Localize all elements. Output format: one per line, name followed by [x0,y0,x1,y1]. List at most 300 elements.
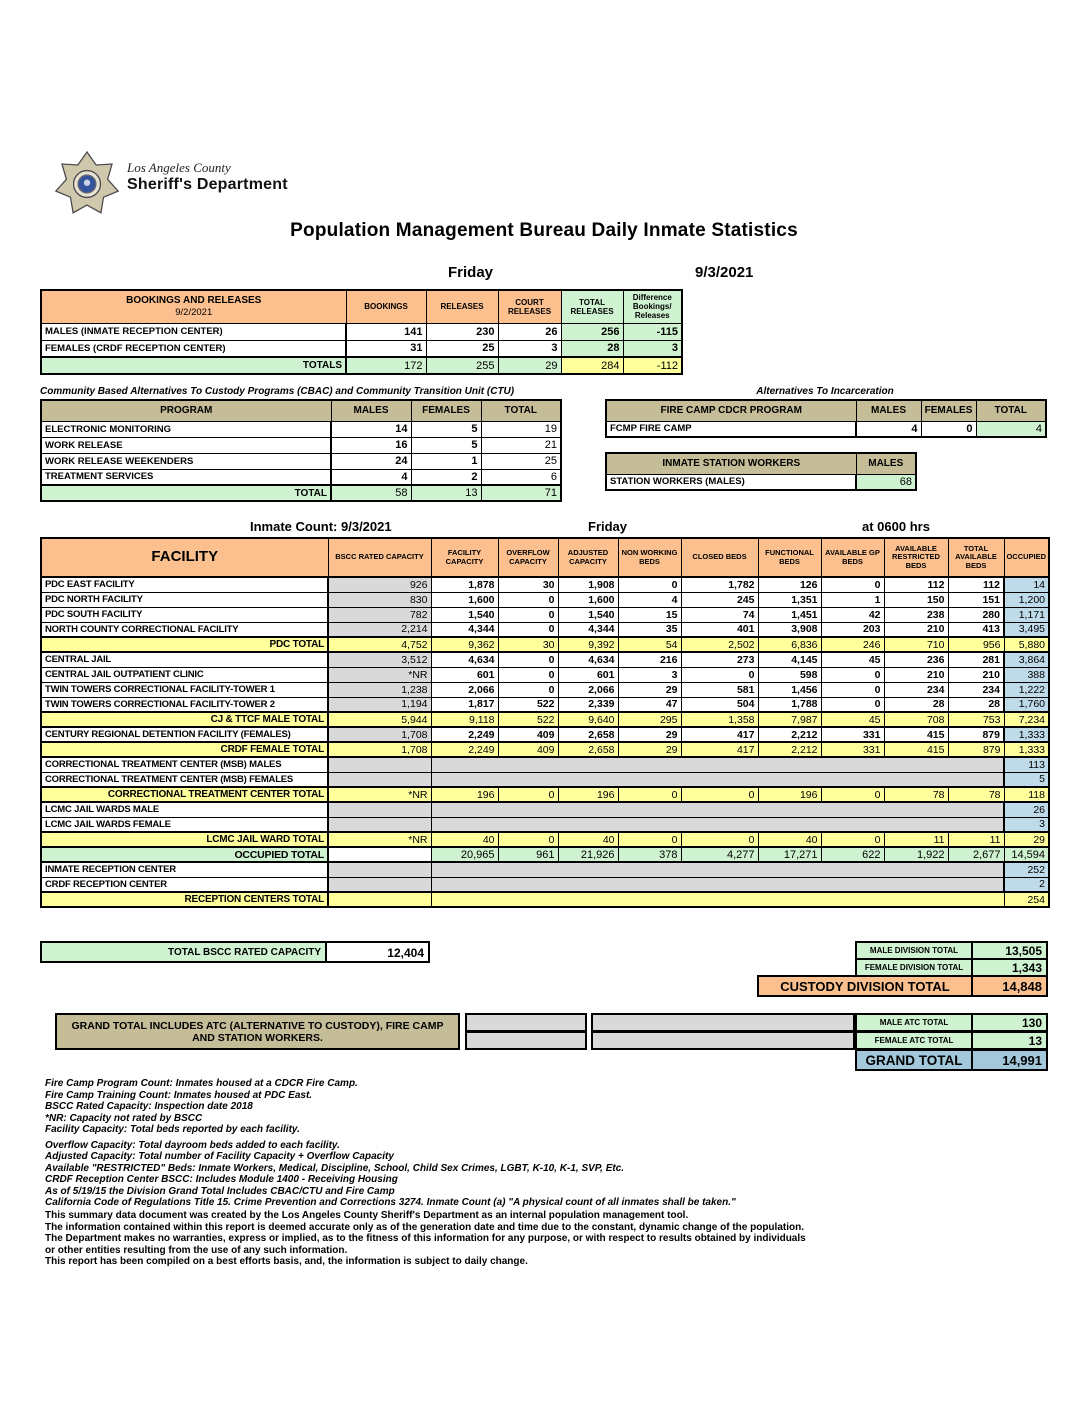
cell: 4,634 [558,652,618,667]
col-header: AVAILABLE GP BEDS [821,538,884,577]
footnote: Available "RESTRICTED" Beds: Inmate Workers, Medical, Discipline, School, Child Sex Crimes, LGBT, K-10, K-1, SVP, Etc. [45,1162,625,1174]
table-row [41,667,1049,682]
row-label: CORRECTIONAL TREATMENT CENTER (MSB) MALES [41,757,328,772]
bookings-date: 9/2/2021 [175,307,213,319]
col-header: INMATE STATION WORKERS [606,453,856,474]
female-atc-total-row [855,1031,1048,1050]
cell: 1,922 [884,847,948,862]
female-division-total-value: 1,343 [973,958,1048,977]
bookings-title: BOOKINGS AND RELEASES [126,295,262,307]
cell [328,877,431,892]
cell: 5 [411,437,481,453]
row-label: TOTAL BSCC RATED CAPACITY [40,941,327,963]
cell: 172 [346,357,426,374]
cell [431,772,1004,787]
table-row [606,421,1046,437]
occupied-cell: 113 [1004,757,1049,772]
cell: 150 [884,592,948,607]
cell: 210 [884,667,948,682]
col-header: BSCC RATED CAPACITY [328,538,431,577]
sheriff-star-icon [55,150,119,223]
footnote: Overflow Capacity: Total dayroom beds added to each facility. [45,1139,340,1151]
cell: 4,634 [431,652,498,667]
cell: 0 [498,607,558,622]
cell: 29 [618,682,681,697]
row-label: LCMC JAIL WARDS FEMALE [41,817,328,832]
table-row [41,340,682,357]
cell: 210 [948,667,1004,682]
cell: 281 [948,652,1004,667]
row-label: LCMC JAIL WARDS MALE [41,802,328,817]
col-header: PROGRAM [41,400,331,421]
cell: 1 [821,592,884,607]
male-atc-total-value: 130 [973,1013,1048,1032]
col-header: RELEASES [426,290,498,323]
cell: 21,926 [558,847,618,862]
cell: 11 [884,832,948,847]
col-header: NON WORKING BEDS [618,538,681,577]
male-division-total-value: 13,505 [973,941,1048,960]
occupied-cell: 14 [1004,577,1049,592]
cell: 2,677 [948,847,1004,862]
col-header: OCCUPIED [1004,538,1049,577]
cell: 3,512 [328,652,431,667]
cbac-table [40,399,562,502]
cell: 0 [618,832,681,847]
occupied-cell: 5 [1004,772,1049,787]
cell [328,802,431,817]
cell [328,892,431,907]
cell: 961 [498,847,558,862]
footnote: Fire Camp Training Count: Inmates housed at PDC East. [45,1089,313,1101]
row-label: CORRECTIONAL TREATMENT CENTER (MSB) FEMALES [41,772,328,787]
cell: 4,145 [758,652,821,667]
col-header: FEMALES [921,400,976,421]
cell: 28 [884,697,948,712]
occupied-cell: 26 [1004,802,1049,817]
cell: 234 [884,682,948,697]
page-title: Population Management Bureau Daily Inmate Statistics [290,220,798,241]
grand-total-value: 14,991 [973,1049,1048,1071]
cell: 256 [561,323,623,340]
cell: 29 [618,742,681,757]
cell: 6 [481,469,561,485]
cell: 1,708 [328,727,431,742]
cell: 417 [681,742,758,757]
cell: 295 [618,712,681,727]
table-row [41,421,561,437]
cell: 0 [821,682,884,697]
ati-section-title: Alternatives To Incarceration [756,386,894,397]
cell [328,862,431,877]
cell: 230 [426,323,498,340]
cell: 4,344 [431,622,498,637]
cell: 1,600 [558,592,618,607]
empty-cell [591,1031,855,1050]
cell [431,817,1004,832]
cell: 4,277 [681,847,758,862]
col-header: TOTAL [976,400,1046,421]
cell: 0 [821,832,884,847]
logo-county-text: Los Angeles County [127,160,231,175]
occupied-cell: 5,880 [1004,637,1049,652]
cell: 708 [884,712,948,727]
cell: 1,540 [431,607,498,622]
cell: 1,708 [328,742,431,757]
row-label: MALE ATC TOTAL [855,1013,973,1032]
cell: 24 [331,453,411,469]
table-row [41,817,1049,832]
inmate-count-time: at 0600 hrs [862,519,930,534]
row-label: PDC NORTH FACILITY [41,592,328,607]
cell: 0 [821,697,884,712]
row-label: RECEPTION CENTERS TOTAL [41,892,328,907]
cell: 956 [948,637,1004,652]
table-row [41,862,1049,877]
cell: 20,965 [431,847,498,862]
cell: 58 [331,485,411,501]
cell: 3,908 [758,622,821,637]
cell: 255 [426,357,498,374]
cell: 1,878 [431,577,498,592]
disclaimer-line: The Department makes no warranties, express or implied, as to the fitness of this information for any purpose, or with respect to results obtained by individuals [45,1233,806,1244]
table-row [41,323,682,340]
custody-division-total-value: 14,848 [973,975,1048,997]
col-header: FEMALES [411,400,481,421]
row-label: OCCUPIED TOTAL [41,847,328,862]
row-label: WORK RELEASE WEEKENDERS [41,453,331,469]
cell: 15 [618,607,681,622]
cell: 0 [498,832,558,847]
cell: 879 [948,727,1004,742]
cell: 245 [681,592,758,607]
cell: 45 [821,652,884,667]
cell: 0 [498,592,558,607]
cell: 17,271 [758,847,821,862]
facility-table [40,537,1050,908]
cell: 4 [856,421,921,437]
table-row [41,802,1049,817]
total-bscc-value: 12,404 [327,941,430,963]
cell: 415 [884,742,948,757]
table-row [41,727,1049,742]
cell: 0 [618,787,681,802]
cell: 522 [498,697,558,712]
cell: *NR [328,832,431,847]
occupied-cell: 2 [1004,877,1049,892]
footnote: As of 5/19/15 the Division Grand Total Includes CBAC/CTU and Fire Camp [45,1185,395,1197]
row-label: WORK RELEASE [41,437,331,453]
cell: 6,836 [758,637,821,652]
cell: 1,788 [758,697,821,712]
cell: 0 [681,667,758,682]
row-label: INMATE RECEPTION CENTER [41,862,328,877]
cell: 112 [884,577,948,592]
cell: 234 [948,682,1004,697]
cell: *NR [328,667,431,682]
cell: 1,817 [431,697,498,712]
cell: 29 [498,357,561,374]
table-row [41,622,1049,637]
custody-division-total-row [757,975,1048,997]
cell: 7,987 [758,712,821,727]
cell: 273 [681,652,758,667]
cell: 1,540 [558,607,618,622]
cell: 246 [821,637,884,652]
department-logo [55,150,288,223]
cell: 0 [921,421,976,437]
cell: 2,658 [558,727,618,742]
cell: 1,600 [431,592,498,607]
cell: 71 [481,485,561,501]
cell: 45 [821,712,884,727]
table-row [41,607,1049,622]
cell: 3 [623,340,682,357]
row-label: PDC SOUTH FACILITY [41,607,328,622]
grand-total-section [40,1013,1048,1075]
cell: 4 [331,469,411,485]
cell: 2 [411,469,481,485]
occupied-cell: 1,200 [1004,592,1049,607]
cell: 0 [821,577,884,592]
cell: 331 [821,742,884,757]
empty-cell [465,1031,587,1050]
cell: 1,194 [328,697,431,712]
bookings-totals-row [41,357,682,374]
inmate-count-label: Inmate Count: 9/3/2021 [250,519,392,534]
row-label: MALE DIVISION TOTAL [855,941,973,960]
col-header: FACILITY CAPACITY [431,538,498,577]
col-header: FIRE CAMP CDCR PROGRAM [606,400,856,421]
bookings-header-row [41,290,682,323]
occupied-cell: 118 [1004,787,1049,802]
cell: 0 [821,787,884,802]
col-header: TOTAL [481,400,561,421]
cell: 401 [681,622,758,637]
station-workers-header-row [606,453,916,474]
cell: 3 [618,667,681,682]
row-label: GRAND TOTAL [855,1049,973,1071]
footnote: Fire Camp Program Count: Inmates housed at a CDCR Fire Camp. [45,1078,358,1089]
occupied-total-row [41,847,1049,862]
col-header: COURT RELEASES [498,290,561,323]
occupied-cell: 14,594 [1004,847,1049,862]
cell: 417 [681,727,758,742]
cell: 47 [618,697,681,712]
grand-total-row [855,1049,1048,1071]
cell: 601 [431,667,498,682]
cell: 35 [618,622,681,637]
cell: 0 [498,667,558,682]
empty-cell [591,1013,855,1032]
cell: 16 [331,437,411,453]
table-row [41,877,1049,892]
cell: 151 [948,592,1004,607]
disclaimer [45,1210,806,1268]
cell: 30 [498,577,558,592]
female-atc-total-value: 13 [973,1031,1048,1050]
cell: 522 [498,712,558,727]
cell: 1,456 [758,682,821,697]
cell [328,757,431,772]
table-row [41,652,1049,667]
cell: 2,249 [431,727,498,742]
col-header: MALES [856,453,916,474]
cell: 0 [498,682,558,697]
cell: 238 [884,607,948,622]
cell: 4 [976,421,1046,437]
male-atc-total-row [855,1013,1048,1032]
report-date: 9/3/2021 [695,264,754,281]
cell: -112 [623,357,682,374]
table-row [41,757,1049,772]
col-header: AVAILABLE RESTRICTED BEDS [884,538,948,577]
cell: 210 [884,622,948,637]
cell: 13 [411,485,481,501]
facility-count-section [40,537,1048,1003]
row-label: TREATMENT SERVICES [41,469,331,485]
cell: 19 [481,421,561,437]
row-label: CENTRAL JAIL OUTPATIENT CLINIC [41,667,328,682]
cell: 409 [498,727,558,742]
grand-total-note: GRAND TOTAL INCLUDES ATC (ALTERNATIVE TO CUSTODY), FIRE CAMP AND STATION WORKERS. [55,1013,460,1050]
pdc-total-row [41,637,1049,652]
empty-cell [465,1013,587,1032]
col-header: FUNCTIONAL BEDS [758,538,821,577]
cell: 2,066 [558,682,618,697]
cbac-header-row [41,400,561,421]
disclaimer-line: This summary data document was created by the Los Angeles County Sheriff's Department as an internal population management tool. [45,1210,689,1221]
cell: 1,451 [758,607,821,622]
cell: 40 [758,832,821,847]
inmate-count-weekday: Friday [588,519,628,534]
footnote: Adjusted Capacity: Total number of Facility Capacity + Overflow Capacity [45,1151,394,1162]
disclaimer-line: This report has been compiled on a best efforts basis, and, the information is subject to daily change. [45,1256,528,1267]
cell: 0 [498,622,558,637]
occupied-cell: 1,333 [1004,727,1049,742]
col-header: TOTAL RELEASES [561,290,623,323]
alternatives-to-incarceration-section [605,386,1048,491]
row-label: MALES (INMATE RECEPTION CENTER) [41,323,346,340]
cell [431,892,1004,907]
total-bscc-rated-capacity-row [40,941,430,963]
table-row [606,474,916,490]
cell: 1,351 [758,592,821,607]
cell: 0 [618,577,681,592]
cell: 581 [681,682,758,697]
cell: 196 [431,787,498,802]
table-row [41,592,1049,607]
cj-ttcf-male-total-row [41,712,1049,727]
cell: 25 [426,340,498,357]
cell: 1,238 [328,682,431,697]
cell: 9,392 [558,637,618,652]
row-label: CRDF FEMALE TOTAL [41,742,328,757]
row-label: CENTURY REGIONAL DETENTION FACILITY (FEMALES) [41,727,328,742]
cell: 413 [948,622,1004,637]
cell: 9,362 [431,637,498,652]
row-label: NORTH COUNTY CORRECTIONAL FACILITY [41,622,328,637]
col-header: Difference Bookings/ Releases [623,290,682,323]
table-row [41,682,1049,697]
occupied-cell: 3,864 [1004,652,1049,667]
cell: 926 [328,577,431,592]
cell: 2,502 [681,637,758,652]
cell: 54 [618,637,681,652]
cell: 331 [821,727,884,742]
bookings-table [40,289,683,375]
col-header: OVERFLOW CAPACITY [498,538,558,577]
facility-header-row [41,538,1049,577]
bookings-and-releases-section [40,289,683,375]
table-row [41,577,1049,592]
cell: 9,640 [558,712,618,727]
footnote: *NR: Capacity not rated by BSCC [45,1112,203,1124]
cell: 1 [411,453,481,469]
cell: 0 [681,787,758,802]
cell: 284 [561,357,623,374]
footnote: Facility Capacity: Total beds reported by each facility. [45,1124,300,1135]
cell: 141 [346,323,426,340]
cell: 2,658 [558,742,618,757]
cell: 26 [498,323,561,340]
cell: 28 [561,340,623,357]
cell: 14 [331,421,411,437]
table-row [41,697,1049,712]
cell: 112 [948,577,1004,592]
cell: 601 [558,667,618,682]
table-row [41,437,561,453]
cell: 3 [498,340,561,357]
occupied-cell: 1,171 [1004,607,1049,622]
cell: 1,358 [681,712,758,727]
cell: 622 [821,847,884,862]
cell [328,847,431,862]
cell: 236 [884,652,948,667]
cell: 782 [328,607,431,622]
bookings-title-cell [41,290,346,323]
row-label: TWIN TOWERS CORRECTIONAL FACILITY-TOWER 2 [41,697,328,712]
cell: 280 [948,607,1004,622]
cell: 9,118 [431,712,498,727]
cell: 0 [681,832,758,847]
cell: 25 [481,453,561,469]
cell [431,757,1004,772]
occupied-cell: 3 [1004,817,1049,832]
col-header: MALES [331,400,411,421]
cell: 378 [618,847,681,862]
cell: *NR [328,787,431,802]
cell: 40 [431,832,498,847]
row-label: CRDF RECEPTION CENTER [41,877,328,892]
fire-camp-table [605,399,1047,438]
cell: 409 [498,742,558,757]
row-label: FEMALE DIVISION TOTAL [855,958,973,977]
row-label: CJ & TTCF MALE TOTAL [41,712,328,727]
cell: 0 [498,787,558,802]
row-label: TOTAL [41,485,331,501]
cell: 1,908 [558,577,618,592]
cell: 415 [884,727,948,742]
cell: 203 [821,622,884,637]
occupied-cell: 252 [1004,862,1049,877]
row-label: FEMALE ATC TOTAL [855,1031,973,1050]
cell: 29 [618,727,681,742]
col-header: FACILITY [41,538,328,577]
cell: 5,944 [328,712,431,727]
station-workers-table [605,452,917,491]
cell: 42 [821,607,884,622]
